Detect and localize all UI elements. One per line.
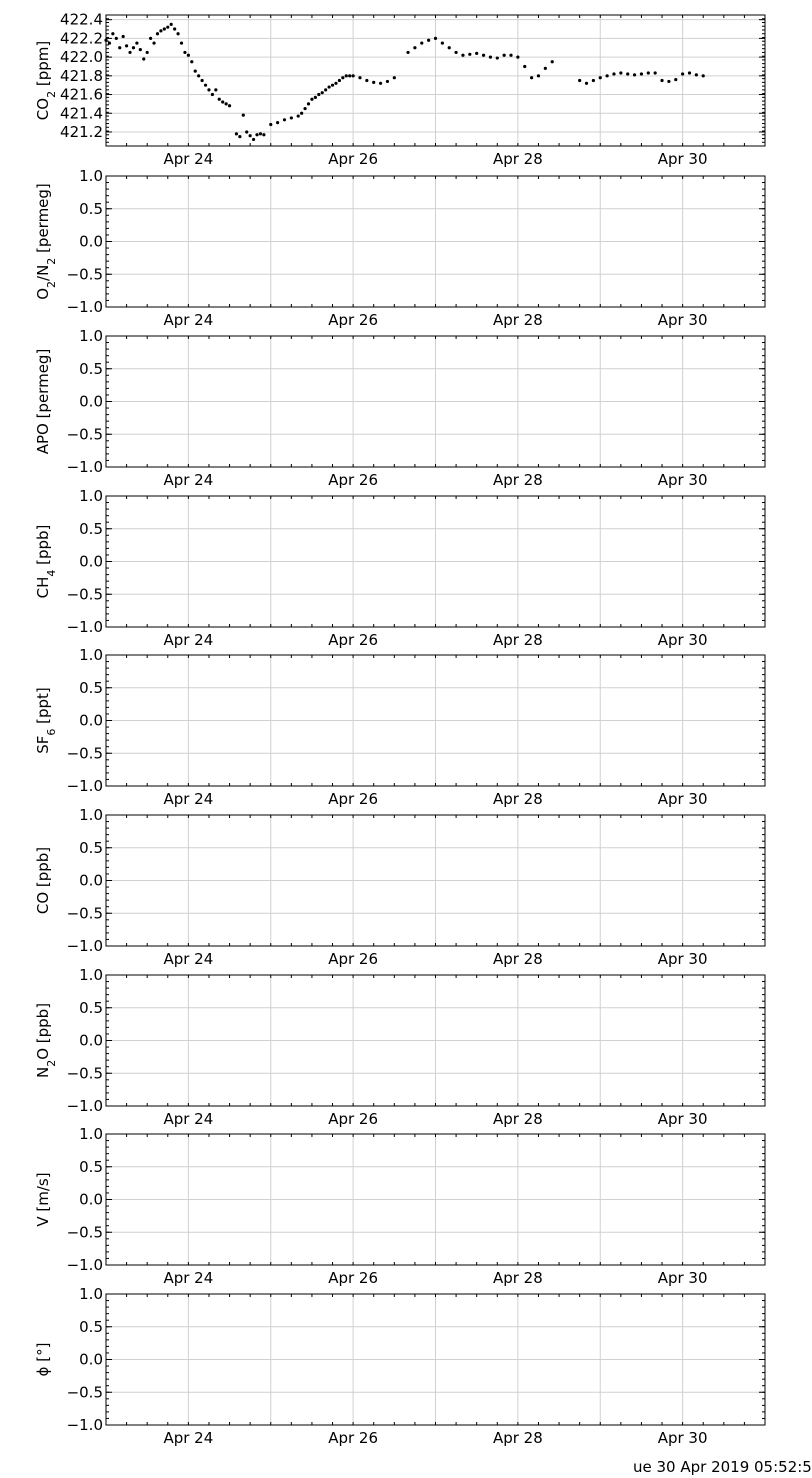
y-tick-label: −0.5 (66, 425, 103, 444)
y-tick-label: 0.0 (79, 871, 103, 890)
data-point (667, 80, 670, 83)
y-tick-label: 1.0 (79, 167, 103, 185)
y-tick-label: −1.0 (66, 1256, 103, 1274)
y-tick-label: 0.5 (79, 519, 103, 538)
y-tick-label: 0.5 (79, 199, 103, 218)
data-point (660, 79, 663, 82)
data-point (578, 79, 581, 82)
data-point (379, 82, 382, 85)
data-point (314, 96, 317, 99)
data-point (702, 74, 705, 77)
data-point (406, 51, 409, 54)
y-tick-label: −1.0 (66, 937, 103, 955)
data-point (159, 29, 162, 32)
y-axis-title: $N_2O$ [ppb] (34, 1002, 58, 1079)
data-point (108, 41, 111, 44)
data-point (176, 32, 179, 35)
data-point (358, 76, 361, 79)
data-point (338, 79, 341, 82)
data-point (503, 54, 506, 57)
y-tick-label: 0.5 (79, 359, 103, 378)
x-tick-label: Apr 30 (657, 950, 708, 968)
data-point (496, 56, 499, 59)
data-point (516, 56, 519, 59)
x-tick-label: Apr 28 (492, 950, 543, 968)
data-point (297, 114, 300, 117)
data-point (334, 82, 337, 85)
data-point (204, 84, 207, 87)
x-tick-label: Apr 28 (492, 150, 543, 168)
data-point (142, 57, 145, 60)
y-tick-label: −1.0 (66, 618, 103, 636)
data-point (214, 88, 217, 91)
data-point (633, 73, 636, 76)
x-tick-label: Apr 24 (163, 1110, 214, 1128)
data-point (201, 79, 204, 82)
data-point (290, 116, 293, 119)
data-point (386, 80, 389, 83)
data-point (139, 48, 142, 51)
data-point (128, 51, 131, 54)
y-tick-label: −0.5 (66, 585, 103, 604)
x-tick-label: Apr 30 (657, 1429, 708, 1447)
data-point (544, 67, 547, 70)
x-tick-label: Apr 28 (492, 1110, 543, 1128)
data-point (348, 74, 351, 77)
y-axis-title: $SF_6$ [ppt] (34, 687, 58, 754)
y-tick-label: 0.5 (79, 838, 103, 857)
y-tick-label: −1.0 (66, 458, 103, 476)
data-point (592, 79, 595, 82)
data-point (341, 76, 344, 79)
x-tick-label: Apr 24 (163, 150, 214, 168)
y-tick-label: 0.0 (79, 711, 103, 730)
data-point (235, 132, 238, 135)
y-tick-label: 421.6 (60, 85, 103, 104)
y-tick-label: −1.0 (66, 1097, 103, 1115)
x-tick-label: Apr 28 (492, 471, 543, 489)
data-point (365, 79, 368, 82)
data-point (249, 134, 252, 137)
data-point (238, 135, 241, 138)
data-point (211, 93, 214, 96)
data-point (190, 60, 193, 63)
x-tick-label: Apr 30 (657, 1269, 708, 1287)
data-point (626, 72, 629, 75)
y-axis-title: CO [ppb] (34, 846, 52, 915)
x-tick-label: Apr 24 (163, 1269, 214, 1287)
x-tick-label: Apr 26 (328, 311, 379, 329)
x-tick-label: Apr 24 (163, 311, 214, 329)
data-point (303, 107, 306, 110)
y-tick-label: 422.4 (60, 10, 103, 29)
data-point (352, 74, 355, 77)
data-point (327, 85, 330, 88)
data-point (331, 84, 334, 87)
y-axis-title: V [m/s] (34, 1172, 52, 1227)
data-point (225, 102, 228, 105)
x-tick-label: Apr 26 (328, 471, 379, 489)
data-point (688, 71, 691, 74)
data-point (434, 37, 437, 40)
data-point (252, 138, 255, 141)
y-tick-label: 0.0 (79, 232, 103, 251)
data-point (146, 51, 149, 54)
x-tick-label: Apr 24 (163, 790, 214, 808)
data-point (118, 46, 121, 49)
x-tick-label: Apr 30 (657, 150, 708, 168)
data-point (194, 70, 197, 73)
data-point (454, 51, 457, 54)
y-tick-label: 422.2 (60, 29, 103, 48)
data-point (122, 35, 125, 38)
panel-9 (34, 1285, 765, 1447)
y-tick-label: 421.2 (60, 122, 103, 141)
data-point (218, 98, 221, 101)
x-tick-label: Apr 30 (657, 311, 708, 329)
data-point (166, 26, 169, 29)
data-point (152, 41, 155, 44)
y-tick-label: 1.0 (79, 646, 103, 664)
data-point (115, 37, 118, 40)
data-point (245, 130, 248, 133)
x-tick-label: Apr 28 (492, 790, 543, 808)
data-point (149, 37, 152, 40)
y-axis-title: APO [permeg] (34, 348, 52, 455)
data-point (475, 52, 478, 55)
y-tick-label: 0.0 (79, 1031, 103, 1050)
data-point (111, 32, 114, 35)
x-tick-label: Apr 26 (328, 150, 379, 168)
y-tick-label: 0.5 (79, 1157, 103, 1176)
data-point (317, 93, 320, 96)
data-point (300, 112, 303, 115)
data-point (173, 27, 176, 30)
data-point (448, 46, 451, 49)
x-tick-label: Apr 26 (328, 790, 379, 808)
y-tick-label: 1.0 (79, 1285, 103, 1303)
data-point (228, 104, 231, 107)
y-tick-label: 1.0 (79, 327, 103, 345)
data-point (125, 44, 128, 47)
data-point (221, 100, 224, 103)
y-tick-label: 0.0 (79, 1190, 103, 1209)
data-point (197, 74, 200, 77)
panel-4 (34, 487, 765, 649)
data-point (180, 41, 183, 44)
x-tick-label: Apr 28 (492, 631, 543, 649)
data-point (321, 91, 324, 94)
panel-2 (34, 167, 765, 329)
x-tick-label: Apr 28 (492, 311, 543, 329)
data-point (654, 71, 657, 74)
data-point (674, 78, 677, 81)
data-point (599, 76, 602, 79)
x-tick-label: Apr 24 (163, 950, 214, 968)
panel-5 (34, 646, 765, 808)
data-point (269, 123, 272, 126)
data-point (187, 54, 190, 57)
data-point (482, 54, 485, 57)
panel-8 (34, 1125, 765, 1287)
y-tick-label: 1.0 (79, 966, 103, 984)
x-tick-label: Apr 30 (657, 471, 708, 489)
y-tick-label: −1.0 (66, 777, 103, 795)
y-tick-label: 0.0 (79, 392, 103, 411)
panel-7 (34, 966, 765, 1128)
data-point (307, 102, 310, 105)
data-point (509, 54, 512, 57)
y-tick-label: 0.0 (79, 552, 103, 571)
data-point (420, 41, 423, 44)
x-tick-label: Apr 26 (328, 950, 379, 968)
data-point (132, 46, 135, 49)
data-point (530, 76, 533, 79)
x-tick-label: Apr 28 (492, 1429, 543, 1447)
y-tick-label: 0.5 (79, 998, 103, 1017)
data-point (156, 32, 159, 35)
y-tick-label: −0.5 (66, 1064, 103, 1083)
data-point (606, 74, 609, 77)
data-point (523, 65, 526, 68)
x-tick-label: Apr 30 (657, 790, 708, 808)
data-point (441, 41, 444, 44)
y-tick-label: 422.0 (60, 48, 103, 67)
panel-6 (34, 806, 765, 968)
panel-3 (34, 327, 765, 489)
y-tick-label: −0.5 (66, 1383, 103, 1402)
data-point (170, 23, 173, 26)
y-tick-label: 1.0 (79, 806, 103, 824)
data-point (372, 81, 375, 84)
data-point (468, 53, 471, 56)
x-tick-label: Apr 24 (163, 1429, 214, 1447)
y-tick-label: 421.4 (60, 104, 103, 123)
y-tick-label: −0.5 (66, 1223, 103, 1242)
data-point (612, 72, 615, 75)
data-point (640, 72, 643, 75)
x-tick-label: Apr 30 (657, 1110, 708, 1128)
data-point (345, 74, 348, 77)
data-point (207, 88, 210, 91)
data-point (393, 76, 396, 79)
y-tick-label: 1.0 (79, 487, 103, 505)
y-tick-label: −1.0 (66, 1416, 103, 1434)
y-axis-title: $O_2/N_2$ [permeg] (34, 183, 58, 300)
y-tick-label: 1.0 (79, 1125, 103, 1143)
y-tick-label: 0.0 (79, 1350, 103, 1369)
data-point (324, 88, 327, 91)
data-point (619, 71, 622, 74)
x-tick-label: Apr 26 (328, 1110, 379, 1128)
data-point (104, 39, 107, 42)
data-point (647, 71, 650, 74)
x-tick-label: Apr 26 (328, 631, 379, 649)
data-point (310, 98, 313, 101)
data-point (183, 51, 186, 54)
data-point (413, 46, 416, 49)
y-tick-label: 421.8 (60, 66, 103, 85)
data-point (537, 74, 540, 77)
x-tick-label: Apr 26 (328, 1269, 379, 1287)
data-point (681, 72, 684, 75)
y-tick-label: −0.5 (66, 744, 103, 763)
y-tick-label: 0.5 (79, 1317, 103, 1336)
x-tick-label: Apr 28 (492, 1269, 543, 1287)
data-point (163, 27, 166, 30)
y-axis-title: ϕ [°] (34, 1342, 52, 1377)
y-tick-label: −1.0 (66, 298, 103, 316)
data-point (276, 121, 279, 124)
y-axis-title: $CH_4$ [ppb] (34, 524, 58, 599)
data-point (427, 39, 430, 42)
x-tick-label: Apr 26 (328, 1429, 379, 1447)
panel-1 (34, 11, 765, 168)
y-axis-title: $CO_2$ [ppm] (34, 40, 58, 121)
y-tick-label: 0.5 (79, 678, 103, 697)
data-point (259, 132, 262, 135)
x-tick-label: Apr 24 (163, 471, 214, 489)
data-point (242, 114, 245, 117)
data-point (255, 133, 258, 136)
data-point (695, 73, 698, 76)
y-tick-label: −0.5 (66, 904, 103, 923)
data-point (489, 56, 492, 59)
x-tick-label: Apr 24 (163, 631, 214, 649)
data-point (585, 82, 588, 85)
data-point (135, 41, 138, 44)
data-point (551, 60, 554, 63)
data-point (283, 118, 286, 121)
y-tick-label: −0.5 (66, 265, 103, 284)
data-point (461, 54, 464, 57)
x-tick-label: Apr 30 (657, 631, 708, 649)
timestamp-footer: ue 30 Apr 2019 05:52:5 (633, 1458, 812, 1476)
data-point (262, 133, 265, 136)
